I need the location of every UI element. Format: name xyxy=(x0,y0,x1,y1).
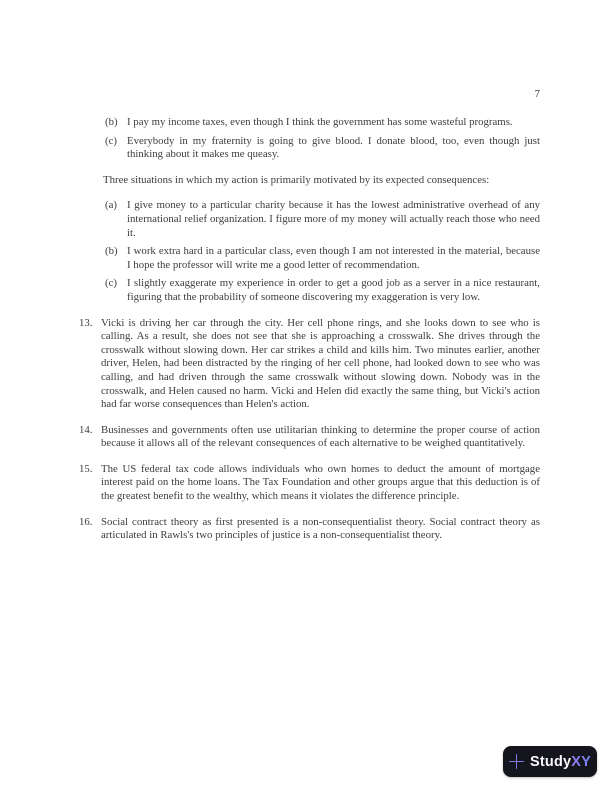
list-item xyxy=(105,277,540,304)
numbered-list xyxy=(79,317,540,543)
list-item xyxy=(79,424,540,451)
lettered-list-second xyxy=(105,199,540,304)
brand-wordmark xyxy=(530,754,591,770)
item-text: I work extra hard in a particular class, even though I am not interested in the material, because I hope the professor will write me a good letter of recommendation. xyxy=(127,245,540,271)
intro-paragraph: Three situations in which my action is primarily motivated by its expected consequences: xyxy=(103,173,490,186)
brand-name-accent: XY xyxy=(571,753,592,770)
item-text: Vicki is driving her car through the city. Her cell phone rings, and she looks down to see who is calling. As a result, she does not see that she is approaching a crosswalk. She drives through the crosswalk without slowing down. Her car strikes a child and kills him. Two minutes earlier, another driver, Helen, had been distracted by the ringing of her cell phone, had looked down to see who was calling, and had driven through the same crosswalk without slowing down. Nobody was in the crosswalk, and Helen caused no harm. Vicki and Helen did exactly the same thing, but Vicki's action had far worse consequences than Helen's action. xyxy=(101,316,540,411)
list-item xyxy=(105,116,540,130)
brand-name-main: Study xyxy=(529,753,572,770)
item-label: (c) xyxy=(105,134,117,147)
item-text: The US federal tax code allows individuals who own homes to deduct the amount of mortgage interest paid on the home loans. The Tax Foundation and other groups argue that this deduction is of the greatest benefit to the wealthy, which means it violates the difference principle. xyxy=(101,462,540,503)
item-text: Social contract theory as first presented is a non-consequentialist theory. Social contract theory as articulated in Rawls's two principles of justice is a non-consequentialist theory. xyxy=(101,515,540,542)
item-text: Everybody in my fraternity is going to give blood. I donate blood, too, even though just thinking about it makes me queasy. xyxy=(127,134,540,161)
item-text: Businesses and governments often use utilitarian thinking to determine the proper course of action because it allows all of the relevant consequences of each alternative to be weighed quantitatively. xyxy=(101,423,540,450)
item-number: 15. xyxy=(79,462,93,475)
item-text: I slightly exaggerate my experience in order to get a good job as a server in a nice restaurant, figuring that the probability of someone discovering my exaggeration is very low. xyxy=(127,277,540,303)
list-item xyxy=(79,516,540,543)
plus-icon xyxy=(509,754,524,769)
page-content xyxy=(79,116,540,555)
item-number: 14. xyxy=(79,423,93,436)
item-text: I pay my income taxes, even though I think the government has some wasteful programs. xyxy=(127,116,513,128)
item-label: (b) xyxy=(105,245,118,258)
item-label: (a) xyxy=(105,199,117,212)
item-label: (b) xyxy=(105,116,118,128)
studyxy-logo-badge[interactable] xyxy=(503,746,597,777)
item-label: (c) xyxy=(105,277,117,290)
lettered-list-top xyxy=(105,116,540,162)
item-number: 16. xyxy=(79,515,93,528)
list-item xyxy=(105,245,540,272)
item-text: I give money to a particular charity because it has the lowest administrative overhead of any international relief organization. I figure more of my money will actually reach those who need it. xyxy=(127,199,540,239)
list-item xyxy=(79,463,540,504)
list-item xyxy=(105,135,540,162)
list-item xyxy=(105,199,540,240)
page-number: 7 xyxy=(534,88,540,100)
list-item xyxy=(79,317,540,412)
item-number: 13. xyxy=(79,316,93,329)
